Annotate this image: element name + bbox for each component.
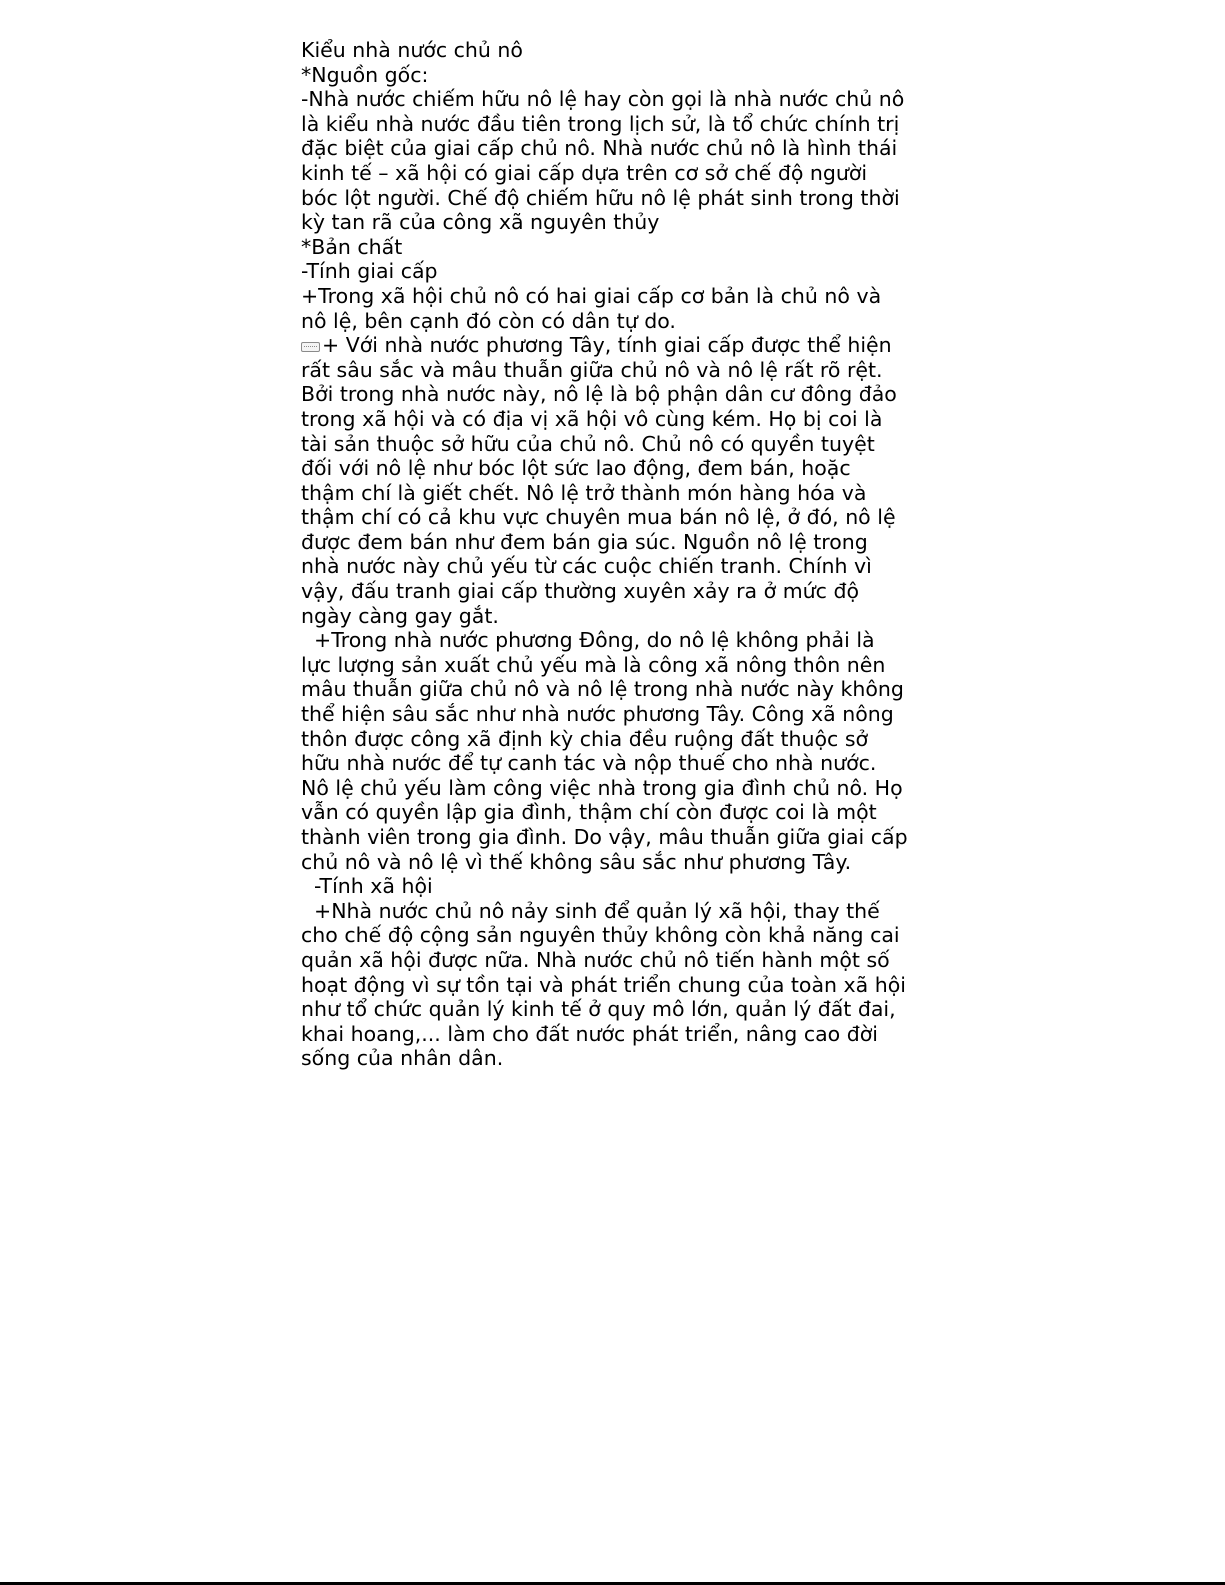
document-text [301,38,941,1071]
document-line: thành viên trong gia đình. Do vậy, mâu thuẫn giữa giai cấp [301,825,908,849]
document-line: +Trong xã hội chủ nô có hai giai cấp cơ bản là chủ nô và [301,283,882,308]
document-line: Nô lệ chủ yếu làm công việc nhà trong gia đình chủ nô. Họ [301,775,903,800]
document-line: -Tính giai cấp [301,259,438,284]
document-line-with-icon [301,333,941,358]
document-line: thể hiện sâu sắc như nhà nước phương Tây. Công xã nông [301,702,894,727]
document-line: mâu thuẫn giữa chủ nô và nô lệ trong nhà nước này không [301,677,904,702]
document-line: Kiểu nhà nước chủ nô [301,38,523,62]
document-line: lực lượng sản xuất chủ yếu mà là công xã nông thôn nên [301,652,886,677]
document-line: +Trong nhà nước phương Đông, do nô lệ không phải là [301,628,875,653]
document-line: *Bản chất [301,234,403,259]
document-line: nô lệ, bên cạnh đó còn có dân tự do. [301,308,676,333]
document-line: kỳ tan rã của công xã nguyên thủy [301,210,660,235]
document-line: +Nhà nước chủ nô nảy sinh để quản lý xã hội, thay thế [301,898,880,923]
document-line: trong xã hội và có địa vị xã hội vô cùng kém. Họ bị coi là [301,406,883,431]
document-line: vậy, đấu tranh giai cấp thường xuyên xảy ra ở mức độ [301,579,859,604]
document-line-text: + Với nhà nước phương Tây, tính giai cấp được thể hiện [322,333,892,358]
document-line: đối với nô lệ như bóc lột sức lao động, đem bán, hoặc [301,456,851,481]
document-line: Bởi trong nhà nước này, nô lệ là bộ phận dân cư đông đảo [301,382,897,407]
document-line: cho chế độ cộng sản nguyên thủy không còn khả năng cai [301,923,900,948]
document-line: vẫn có quyền lập gia đình, thậm chí còn được coi là một [301,800,877,825]
document-line: ngày càng gay gắt. [301,603,499,628]
document-line: nhà nước này chủ yếu từ các cuộc chiến tranh. Chính vì [301,554,872,579]
document-line: *Nguồn gốc: [301,62,429,87]
document-line: là kiểu nhà nước đầu tiên trong lịch sử, là tổ chức chính trị [301,111,900,136]
document-line: quản xã hội được nữa. Nhà nước chủ nô tiến hành một số [301,947,890,972]
document-line: bóc lột người. Chế độ chiếm hữu nô lệ phát sinh trong thời [301,185,900,210]
document-line: như tổ chức quản lý kinh tế ở quy mô lớn, quản lý đất đai, [301,997,896,1022]
document-line: rất sâu sắc và mâu thuẫn giữa chủ nô và nô lệ rất rõ rệt. [301,357,883,382]
document-line: chủ nô và nô lệ vì thế không sâu sắc như phương Tây. [301,849,852,874]
document-line: sống của nhân dân. [301,1046,504,1071]
document-line: thậm chí là giết chết. Nô lệ trở thành món hàng hóa và [301,480,867,505]
document-line: đặc biệt của giai cấp chủ nô. Nhà nước chủ nô là hình thái [301,136,898,161]
document-line: hữu nhà nước để tự canh tác và nộp thuế cho nhà nước. [301,751,877,776]
document-line: hoạt động vì sự tồn tại và phát triển chung của toàn xã hội [301,972,906,997]
document-line: tài sản thuộc sở hữu của chủ nô. Chủ nô có quyền tuyệt [301,431,875,456]
keyboard-icon [301,342,320,352]
document-line: kinh tế – xã hội có giai cấp dựa trên cơ sở chế độ người [301,160,868,185]
document-line: được đem bán như đem bán gia súc. Nguồn nô lệ trong [301,529,868,554]
document-line: thậm chí có cả khu vực chuyên mua bán nô lệ, ở đó, nô lệ [301,505,896,530]
document-line: -Tính xã hội [301,874,433,899]
document-line: -Nhà nước chiếm hữu nô lệ hay còn gọi là nhà nước chủ nô [301,87,905,112]
document-line: khai hoang,... làm cho đất nước phát triển, nâng cao đời [301,1021,878,1046]
document-line: thôn được công xã định kỳ chia đều ruộng đất thuộc sở [301,726,869,751]
